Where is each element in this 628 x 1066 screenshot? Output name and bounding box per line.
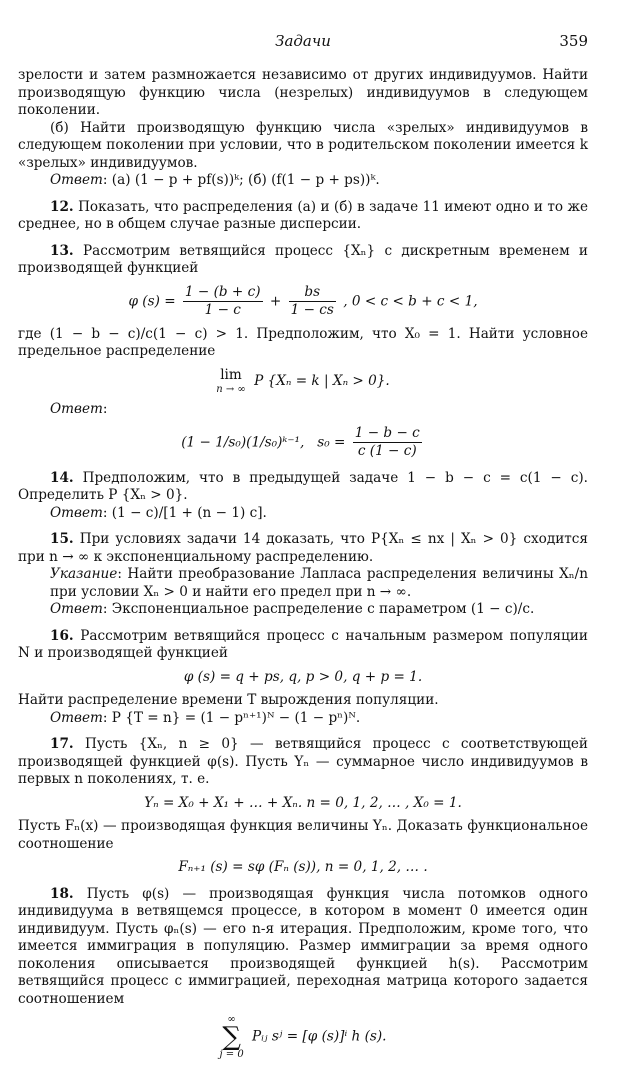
- answer-text: : (1 − c)/[1 + (n − 1) c].: [102, 504, 267, 521]
- hint-label: Указание: [50, 566, 118, 582]
- fraction: [183, 284, 263, 320]
- sum-lower: j = 0: [219, 1049, 244, 1060]
- problem-number: 12.: [50, 198, 74, 215]
- problem-number: 15.: [50, 531, 74, 547]
- formula-17: Yₙ = X₀ + X₁ + … + Xₙ. n = 0, 1, 2, … , X₀ = 1.: [144, 794, 462, 811]
- plus-sign: +: [269, 293, 282, 309]
- problem-text: Пусть φ(s) — производящая функция числа потомков одного индивидуума в ветвящемся процессе, в котором в момент 0 имеется один индивидуум. Пусть φₙ(s) — его n-я итерация. Предположим, кроме того, что имеется иммиграция в популяцию. Размер иммиграции за время одного поколения описывается производящей функцией h(s). Рассмотрим ветвящийся процесс с иммиграцией, переходная матрица которого задается соотношением: [18, 885, 588, 1007]
- answer-text: : Экспоненциальное распределение с параметром (1 − c)/c.: [102, 601, 535, 617]
- formula-18: [18, 1014, 588, 1060]
- answer-11: [18, 172, 588, 190]
- limit: [216, 367, 246, 396]
- answer-label: Ответ: [50, 504, 103, 521]
- problem-number: 18.: [50, 885, 74, 902]
- answer-14: [18, 505, 588, 523]
- problem-number: 13.: [50, 242, 74, 259]
- answer-16: [18, 710, 588, 728]
- problem-number: 16.: [50, 627, 74, 644]
- answer-13-label: [18, 401, 588, 419]
- problem-text: При условиях задачи 14 доказать, что P{Xₙ ≤ nx | Xₙ > 0} сходится при n → ∞ к экспоненциальному распределению.: [18, 531, 588, 565]
- answer-label: Ответ: [50, 172, 103, 188]
- answer-expression: (1 − 1/s₀)(1/s₀)ᵏ⁻¹,: [181, 434, 305, 450]
- formula-17b: Fₙ₊₁ (s) = sφ (Fₙ (s)), n = 0, 1, 2, … .: [178, 859, 428, 875]
- problem-18: [18, 886, 588, 1009]
- condition: , 0 < c < b + c < 1,: [343, 293, 478, 309]
- hint-text: : Найти преобразование Лапласа распределения величины Xₙ/n при условии Xₙ > 0 и найти его предел при n → ∞.: [50, 566, 588, 600]
- numerator: bs: [289, 284, 336, 303]
- lim-subscript: n → ∞: [216, 384, 246, 395]
- hint-15: [18, 566, 588, 601]
- summation: [220, 1014, 244, 1060]
- formula-16: φ (s) = q + ps, q, p > 0, q + p = 1.: [183, 668, 423, 685]
- running-title: Задачи: [275, 32, 331, 50]
- numerator: 1 − b − c: [353, 425, 422, 444]
- answer-colon: :: [102, 401, 108, 417]
- problem-text: Рассмотрим ветвящийся процесс {Xₙ} с дискретным временем и производящей функцией: [18, 242, 588, 276]
- sum-upper: ∞: [227, 1014, 236, 1025]
- paragraph-16b: Найти распределение времени T вырождения популяции.: [18, 692, 439, 708]
- paragraph-11a: зрелости и затем размножается независимо от других индивидуумов. Найти производящую функцию числа (незрелых) индивидуумов в следующем поколении.: [18, 67, 588, 118]
- problem-16: [18, 628, 588, 663]
- formula-13: [18, 284, 588, 320]
- answer-text: : P {T = n} = (1 − pⁿ⁺¹)ᴺ − (1 − pⁿ)ᴺ.: [102, 709, 361, 726]
- problem-text: Предположим, что в предыдущей задаче 1 − b − c = c(1 − c). Определить P {Xₙ > 0}.: [18, 469, 588, 503]
- problem-text: Показать, что распределения (а) и (б) в задаче 11 имеют одно и то же среднее, но в общем случае разные дисперсии.: [18, 198, 588, 232]
- paragraph-13b: где (1 − b − c)/c(1 − c) > 1. Предположим, что X₀ = 1. Найти условное предельное распределение: [18, 325, 588, 359]
- problem-number: 14.: [50, 469, 74, 486]
- answer-15: [18, 601, 588, 619]
- formula-13b: [18, 367, 588, 396]
- sigma-icon: ∑: [222, 1022, 241, 1052]
- numerator: 1 − (b + c): [183, 284, 263, 303]
- denominator: c (1 − c): [357, 443, 417, 459]
- problem-17: [18, 736, 588, 789]
- paragraph-17b: Пусть Fₙ(x) — производящая функция величины Yₙ. Доказать функциональное соотношение: [18, 818, 588, 852]
- paragraph-11b: (б) Найти производящую функцию числа «зрелых» индивидуумов в следующем поколении при условии, что в родительском поколении имеется k «зрелых» индивидуумов.: [18, 119, 588, 171]
- fraction: [353, 425, 422, 461]
- problem-12: [18, 199, 588, 234]
- fraction: [289, 284, 336, 320]
- denominator: 1 − cs: [290, 302, 334, 318]
- problem-text: Рассмотрим ветвящийся процесс с начальным размером популяции N и производящей функцией: [18, 627, 588, 661]
- page-number: 359: [559, 32, 588, 50]
- answer-label: Ответ: [50, 401, 103, 417]
- problem-13: [18, 243, 588, 278]
- sum-expression: Pᵢⱼ sʲ = [φ (s)]ⁱ h (s).: [252, 1028, 387, 1045]
- formula-lhs: φ (s) =: [128, 293, 176, 309]
- s0-label: s₀ =: [317, 434, 346, 450]
- answer-label: Ответ: [50, 709, 103, 726]
- page-header: [18, 32, 588, 54]
- formula-13c: [18, 425, 588, 461]
- problem-number: 17.: [50, 736, 74, 752]
- denominator: 1 − c: [204, 302, 241, 318]
- page-body: [18, 67, 588, 1066]
- problem-text: Пусть {Xₙ, n ≥ 0} — ветвящийся процесс с соответствующей производящей функцией φ(s). Пусть Yₙ — суммарное число индивидуумов в первых n поколениях, т. е.: [18, 736, 588, 787]
- answer-text: : (а) (1 − p + pf(s))ᵏ; (б) (f(1 − p + ps))ᵏ.: [102, 172, 380, 188]
- problem-14: [18, 470, 588, 505]
- problem-15: [18, 531, 588, 566]
- lim-word: lim: [220, 366, 242, 383]
- answer-label: Ответ: [50, 601, 103, 617]
- limit-expression: P {Xₙ = k | Xₙ > 0}.: [254, 372, 390, 389]
